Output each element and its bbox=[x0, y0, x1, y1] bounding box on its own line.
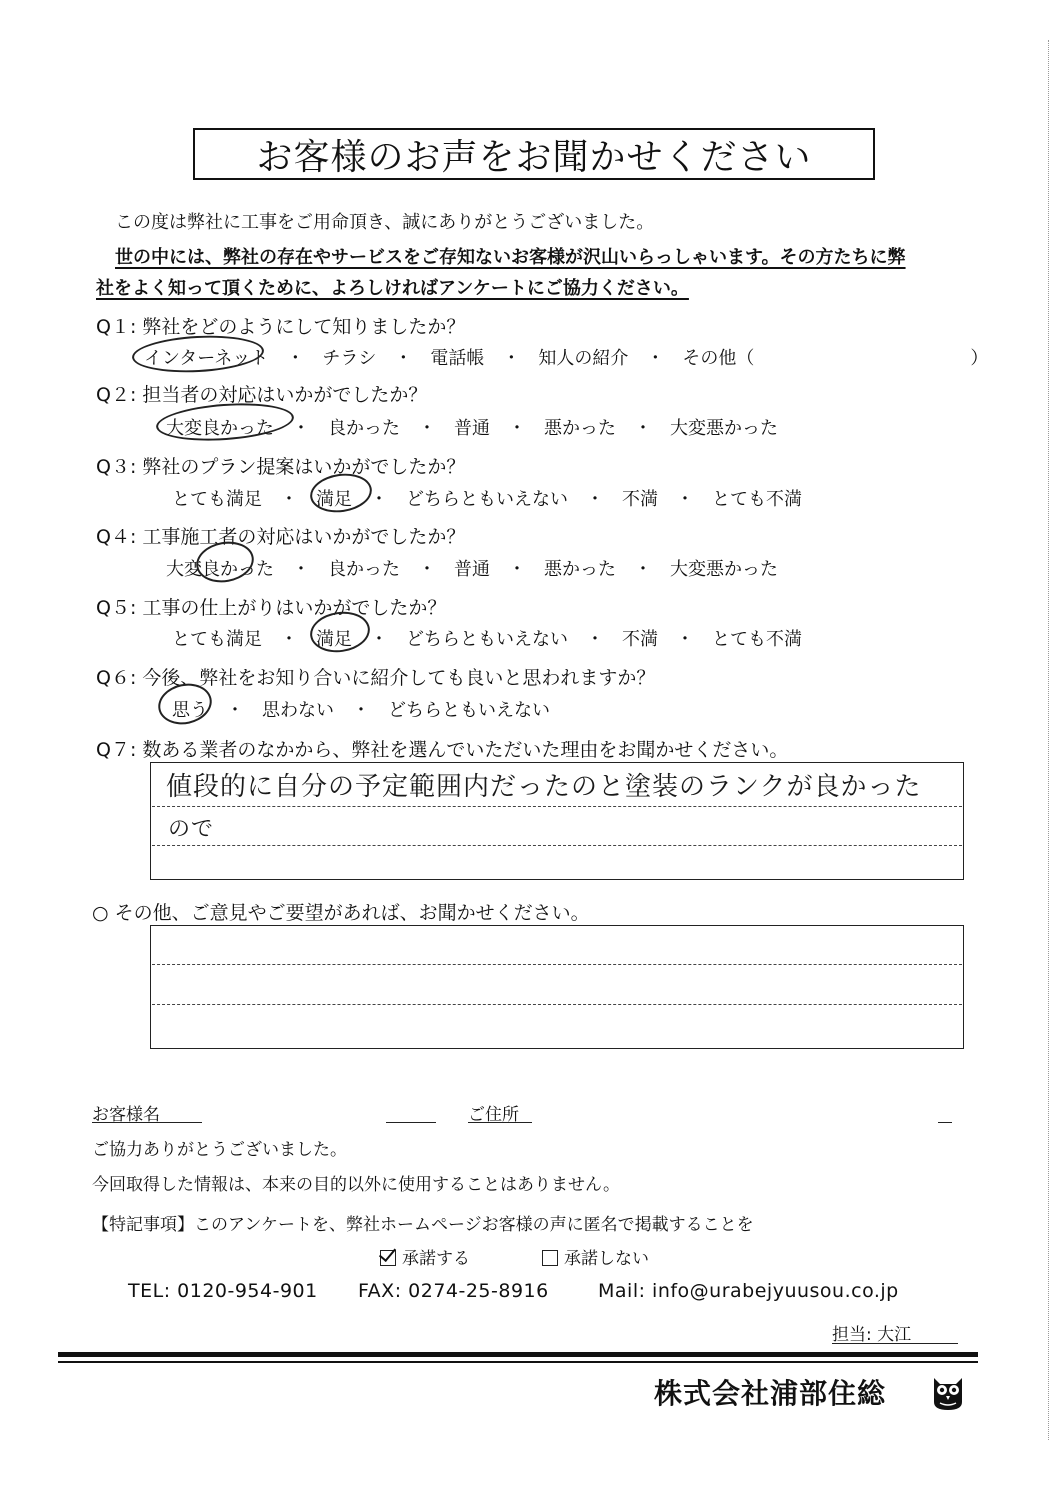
agree-option[interactable] bbox=[380, 1244, 470, 1269]
checked-checkbox-icon[interactable] bbox=[380, 1250, 396, 1266]
question-2-options: 大変良かった ・ 良かった ・ 普通 ・ 悪かった ・ 大変悪かった bbox=[166, 418, 778, 439]
other-comments-prompt: ○ その他、ご意見やご要望があれば、お聞かせください。 bbox=[92, 902, 590, 924]
scan-edge bbox=[1048, 40, 1051, 1440]
comment-rule bbox=[152, 964, 962, 965]
customer-address-label: ご住所 bbox=[468, 1105, 519, 1125]
question-6 bbox=[96, 663, 655, 690]
name-underline-end bbox=[386, 1122, 436, 1123]
reason-answer-line-1: 値段的に自分の予定範囲内だったのと塗装のランクが良かった bbox=[166, 772, 922, 802]
agree-label: 承諾する bbox=[402, 1249, 470, 1269]
question-3 bbox=[96, 452, 465, 479]
question-text: 今後、弊社をお知り合いに紹介しても良いと思われますか？ bbox=[142, 667, 656, 689]
question-label: Q３: bbox=[96, 456, 137, 478]
contact-mail: Mail: info@urabejyuusou.co.jp bbox=[598, 1280, 899, 1302]
address-underline bbox=[468, 1122, 532, 1123]
footer-rule-thin bbox=[58, 1361, 978, 1363]
question-3-options: とても満足 ・ 満足 ・ どちらともいえない ・ 不満 ・ とても不満 bbox=[172, 489, 802, 510]
question-label: Q２: bbox=[96, 384, 137, 406]
question-text: 担当者の対応はいかがでしたか？ bbox=[142, 384, 428, 406]
question-4-options: 大変良かった ・ 良かった ・ 普通 ・ 悪かった ・ 大変悪かった bbox=[166, 559, 778, 580]
page-title: お客様のお声をお聞かせください bbox=[256, 136, 812, 178]
owl-icon bbox=[928, 1372, 968, 1412]
thanks-text: ご協力ありがとうございました。 bbox=[92, 1140, 347, 1160]
question-label: Q４: bbox=[96, 526, 137, 548]
intro-line-3: 社をよく知って頂くために、よろしければアンケートにご協力ください。 bbox=[96, 278, 689, 299]
question-label: Q５: bbox=[96, 597, 137, 619]
question-4 bbox=[96, 522, 465, 549]
reason-answer-line-2: ので bbox=[168, 817, 215, 842]
question-5-options: とても満足 ・ 満足 ・ どちらともいえない ・ 不満 ・ とても不満 bbox=[172, 629, 802, 650]
comment-rule bbox=[152, 1004, 962, 1005]
name-underline bbox=[92, 1122, 202, 1123]
disagree-option[interactable] bbox=[542, 1244, 649, 1269]
footer-rule-thick bbox=[58, 1352, 978, 1357]
staff-in-charge: 担当: 大江 bbox=[832, 1325, 912, 1345]
question-text: 数ある業者のなかから、弊社を選んでいただいた理由をお聞かせください。 bbox=[142, 739, 789, 761]
question-1 bbox=[96, 312, 465, 339]
question-6-options: 思う ・ 思わない ・ どちらともいえない bbox=[172, 700, 550, 721]
title-box bbox=[193, 128, 875, 180]
address-underline-end bbox=[938, 1122, 952, 1123]
question-text: 弊社をどのようにして知りましたか？ bbox=[142, 316, 466, 338]
intro-line-1: この度は弊社に工事をご用命頂き、誠にありがとうございました。 bbox=[115, 212, 655, 233]
disagree-label: 承諾しない bbox=[564, 1249, 649, 1269]
question-label: Q７: bbox=[96, 739, 137, 761]
answer-rule bbox=[152, 845, 962, 846]
question-text: 工事施工者の対応はいかがでしたか？ bbox=[142, 526, 466, 548]
contact-tel: TEL: 0120-954-901 bbox=[128, 1280, 318, 1302]
special-note-text: 【特記事項】このアンケートを、弊社ホームページお客様の声に匿名で掲載することを bbox=[92, 1215, 754, 1235]
other-comments-box bbox=[150, 925, 964, 1049]
company-name: 株式会社浦部住総 bbox=[654, 1377, 887, 1410]
staff-underline bbox=[832, 1343, 958, 1344]
intro-line-2: 世の中には、弊社の存在やサービスをご存知ないお客様が沢山いらっしゃいます。その方たちに弊 bbox=[115, 247, 906, 268]
question-text: 工事の仕上がりはいかがでしたか？ bbox=[142, 597, 447, 619]
question-2 bbox=[96, 380, 427, 407]
answer-rule bbox=[152, 806, 962, 807]
question-7 bbox=[96, 735, 788, 762]
checkbox-icon[interactable] bbox=[542, 1250, 558, 1266]
customer-name-label: お客様名 bbox=[92, 1105, 160, 1125]
contact-fax: FAX: 0274-25-8916 bbox=[358, 1280, 549, 1302]
question-label: Q６: bbox=[96, 667, 137, 689]
privacy-text: 今回取得した情報は、本来の目的以外に使用することはありません。 bbox=[92, 1175, 621, 1195]
question-1-options: インターネット ・ チラシ ・ 電話帳 ・ 知人の紹介 ・ その他（ ） bbox=[144, 348, 989, 369]
question-text: 弊社のプラン提案はいかがでしたか？ bbox=[142, 456, 466, 478]
question-5 bbox=[96, 593, 446, 620]
question-label: Q１: bbox=[96, 316, 137, 338]
